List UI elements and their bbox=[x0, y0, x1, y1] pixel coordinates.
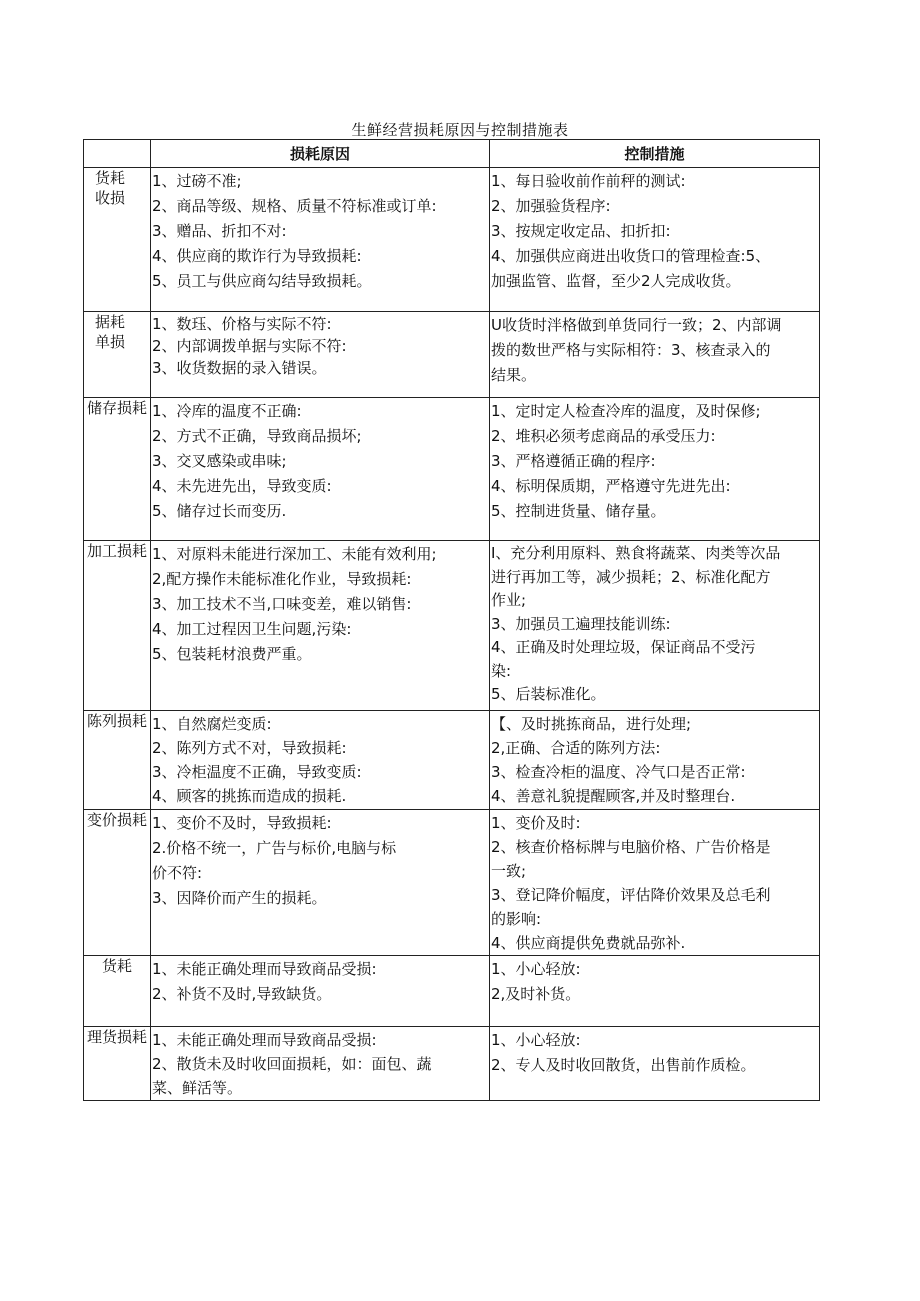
row-category: 货耗收损 bbox=[84, 168, 151, 312]
measure-line: 2,及时补货。 bbox=[491, 985, 581, 1003]
cause-line: 1、数珏、价格与实际不符: bbox=[152, 315, 332, 333]
cause-line: 1、过磅不准; bbox=[152, 172, 242, 190]
cause-line: 菜、鲜活等。 bbox=[152, 1079, 243, 1097]
measure-cell bbox=[490, 956, 820, 1027]
cause-line: 2,配方操作未能标准化作业，导致损耗: bbox=[152, 570, 412, 588]
table-row bbox=[84, 398, 820, 541]
measure-line: 1、小心轻放: bbox=[491, 960, 581, 978]
measure-line: 4、标明保质期，严格遵守先进先出: bbox=[491, 477, 731, 495]
measure-cell bbox=[490, 541, 820, 711]
measure-line: 1、定时定人检查冷库的温度，及时保修; bbox=[491, 402, 761, 420]
measure-line: U收货时泮格做到单货同行一致；2、内部调 bbox=[491, 316, 782, 334]
page-title: 生鲜经营损耗原因与控制措施表 bbox=[351, 121, 569, 139]
cause-cell bbox=[151, 398, 490, 541]
cause-line: 3、交叉感染或串味; bbox=[152, 452, 287, 470]
measure-line: I、充分利用原料、熟食将蔬菜、肉类等次品 bbox=[491, 544, 781, 562]
measure-line: 作业; bbox=[491, 591, 527, 609]
cause-line: 2、商品等级、规格、质量不符标准或订单: bbox=[152, 197, 437, 215]
cause-line: 2、补货不及时,导致缺货。 bbox=[152, 985, 332, 1003]
header-category bbox=[84, 140, 151, 168]
measure-line: 2、核查价格标牌与电脑价格、广告价格是 bbox=[491, 838, 771, 856]
table-header-row bbox=[84, 140, 820, 168]
cause-line: 1、未能正确处理而导致商品受损: bbox=[152, 960, 377, 978]
cause-line: 5、员工与供应商勾结导致损耗。 bbox=[152, 272, 372, 290]
measure-line: 4、供应商提供免费就品弥补. bbox=[491, 934, 686, 952]
row-category: 理货损耗 bbox=[84, 1027, 151, 1101]
measure-line: 结果。 bbox=[491, 366, 537, 384]
measure-cell bbox=[490, 398, 820, 541]
cause-line: 2、方式不正确，导致商品损坏; bbox=[152, 427, 362, 445]
cause-line: 3、收货数据的录入错误。 bbox=[152, 359, 327, 377]
measure-line: 1、变价及时: bbox=[491, 814, 581, 832]
table-row bbox=[84, 312, 820, 398]
measure-line: 5、控制进货量、储存量。 bbox=[491, 502, 666, 520]
row-category: 变价损耗 bbox=[84, 810, 151, 956]
header-measure: 控制措施 bbox=[490, 140, 820, 168]
measure-line: 4、加强供应商进出收货口的管理检查:5、 bbox=[491, 247, 771, 265]
cause-cell bbox=[151, 711, 490, 810]
cause-cell bbox=[151, 810, 490, 956]
cause-line: 2、内部调拨单据与实际不符: bbox=[152, 337, 347, 355]
cause-line: 价不符: bbox=[152, 864, 203, 882]
measure-cell bbox=[490, 168, 820, 312]
cause-line: 1、对原料未能进行深加工、未能有效利用; bbox=[152, 545, 437, 563]
row-category: 加工损耗 bbox=[84, 541, 151, 711]
measure-line: 进行再加工等，减少损耗；2、标准化配方 bbox=[491, 567, 771, 586]
cause-line: 4、顾客的挑拣而造成的损耗. bbox=[152, 787, 347, 805]
table-row bbox=[84, 956, 820, 1027]
measure-cell bbox=[490, 711, 820, 810]
measure-cell bbox=[490, 312, 820, 398]
cause-cell bbox=[151, 312, 490, 398]
measure-line: 【、及时挑拣商品，进行处理; bbox=[491, 715, 692, 733]
measure-line: 2,正确、合适的陈列方法: bbox=[491, 739, 661, 757]
cause-line: 2、陈列方式不对，导致损耗: bbox=[152, 739, 347, 757]
row-category: 储存损耗 bbox=[84, 398, 151, 541]
measure-line: 的影响: bbox=[491, 910, 542, 928]
measure-line: 一致; bbox=[491, 862, 527, 880]
cause-line: 1、冷库的温度不正确: bbox=[152, 402, 302, 420]
measure-line: 拨的数世严格与实际相符：3、核查录入的 bbox=[491, 341, 771, 359]
measure-line: 2、专人及时收回散货，出售前作质检。 bbox=[491, 1056, 756, 1074]
measure-line: 1、每日验收前作前秤的测试: bbox=[491, 172, 686, 190]
measure-line: 5、后装标准化。 bbox=[491, 685, 606, 703]
measure-line: 1、小心轻放: bbox=[491, 1031, 581, 1049]
cause-cell bbox=[151, 1027, 490, 1101]
cause-cell bbox=[151, 168, 490, 312]
measure-line: 4、正确及时处理垃圾，保证商品不受污 bbox=[491, 638, 756, 656]
table-row bbox=[84, 168, 820, 312]
cause-line: 3、加工技术不当,口味变差，难以销售: bbox=[152, 595, 412, 613]
measure-line: 2、堆积必须考虑商品的承受压力: bbox=[491, 427, 716, 445]
cause-line: 5、包装耗材浪费严重。 bbox=[152, 645, 312, 663]
measure-cell bbox=[490, 1027, 820, 1101]
cause-line: 2.价格不统一，广告与标价,电脑与标 bbox=[152, 839, 397, 857]
cause-line: 5、储存过长而变历. bbox=[152, 502, 287, 520]
cause-line: 3、赠品、折扣不对: bbox=[152, 222, 287, 240]
header-cause: 损耗原因 bbox=[151, 140, 490, 168]
cause-line: 1、未能正确处理而导致商品受损: bbox=[152, 1031, 377, 1049]
cause-line: 2、散货未及时收回面损耗，如：面包、蔬 bbox=[152, 1055, 432, 1073]
measure-line: 3、严格遵循正确的程序: bbox=[491, 452, 656, 470]
measure-line: 3、登记降价幅度，评估降价效果及总毛利 bbox=[491, 886, 771, 904]
cause-line: 4、未先进先出，导致变质: bbox=[152, 477, 332, 495]
row-category: 陈列损耗 bbox=[84, 711, 151, 810]
measure-line: 2、加强验货程序: bbox=[491, 197, 611, 215]
table-row bbox=[84, 1027, 820, 1101]
measure-line: 3、检查冷柜的温度、冷气口是否正常: bbox=[491, 763, 746, 781]
row-category: 据耗单损 bbox=[84, 312, 151, 398]
loss-control-table bbox=[83, 139, 820, 1101]
table-row bbox=[84, 541, 820, 711]
table-row bbox=[84, 711, 820, 810]
cause-cell bbox=[151, 956, 490, 1027]
cause-line: 1、变价不及时，导致损耗: bbox=[152, 814, 332, 832]
cause-line: 3、因降价而产生的损耗。 bbox=[152, 889, 327, 907]
cause-line: 1、自然腐烂变质: bbox=[152, 715, 272, 733]
measure-line: 染: bbox=[491, 661, 512, 680]
cause-line: 4、加工过程因卫生问题,污染: bbox=[152, 620, 352, 638]
measure-line: 3、按规定收定品、扣折扣: bbox=[491, 222, 671, 240]
table-row bbox=[84, 810, 820, 956]
row-category: 货耗 bbox=[84, 956, 151, 1027]
cause-line: 3、冷柜温度不正确，导致变质: bbox=[152, 763, 362, 781]
measure-line: 3、加强员工遍理技能训练: bbox=[491, 614, 671, 633]
measure-line: 4、善意礼貌提醒顾客,并及时整理台. bbox=[491, 787, 736, 805]
measure-line: 加强监管、监督，至少2人完成收货。 bbox=[491, 272, 741, 290]
cause-line: 4、供应商的欺诈行为导致损耗: bbox=[152, 247, 362, 265]
measure-cell bbox=[490, 810, 820, 956]
cause-cell bbox=[151, 541, 490, 711]
